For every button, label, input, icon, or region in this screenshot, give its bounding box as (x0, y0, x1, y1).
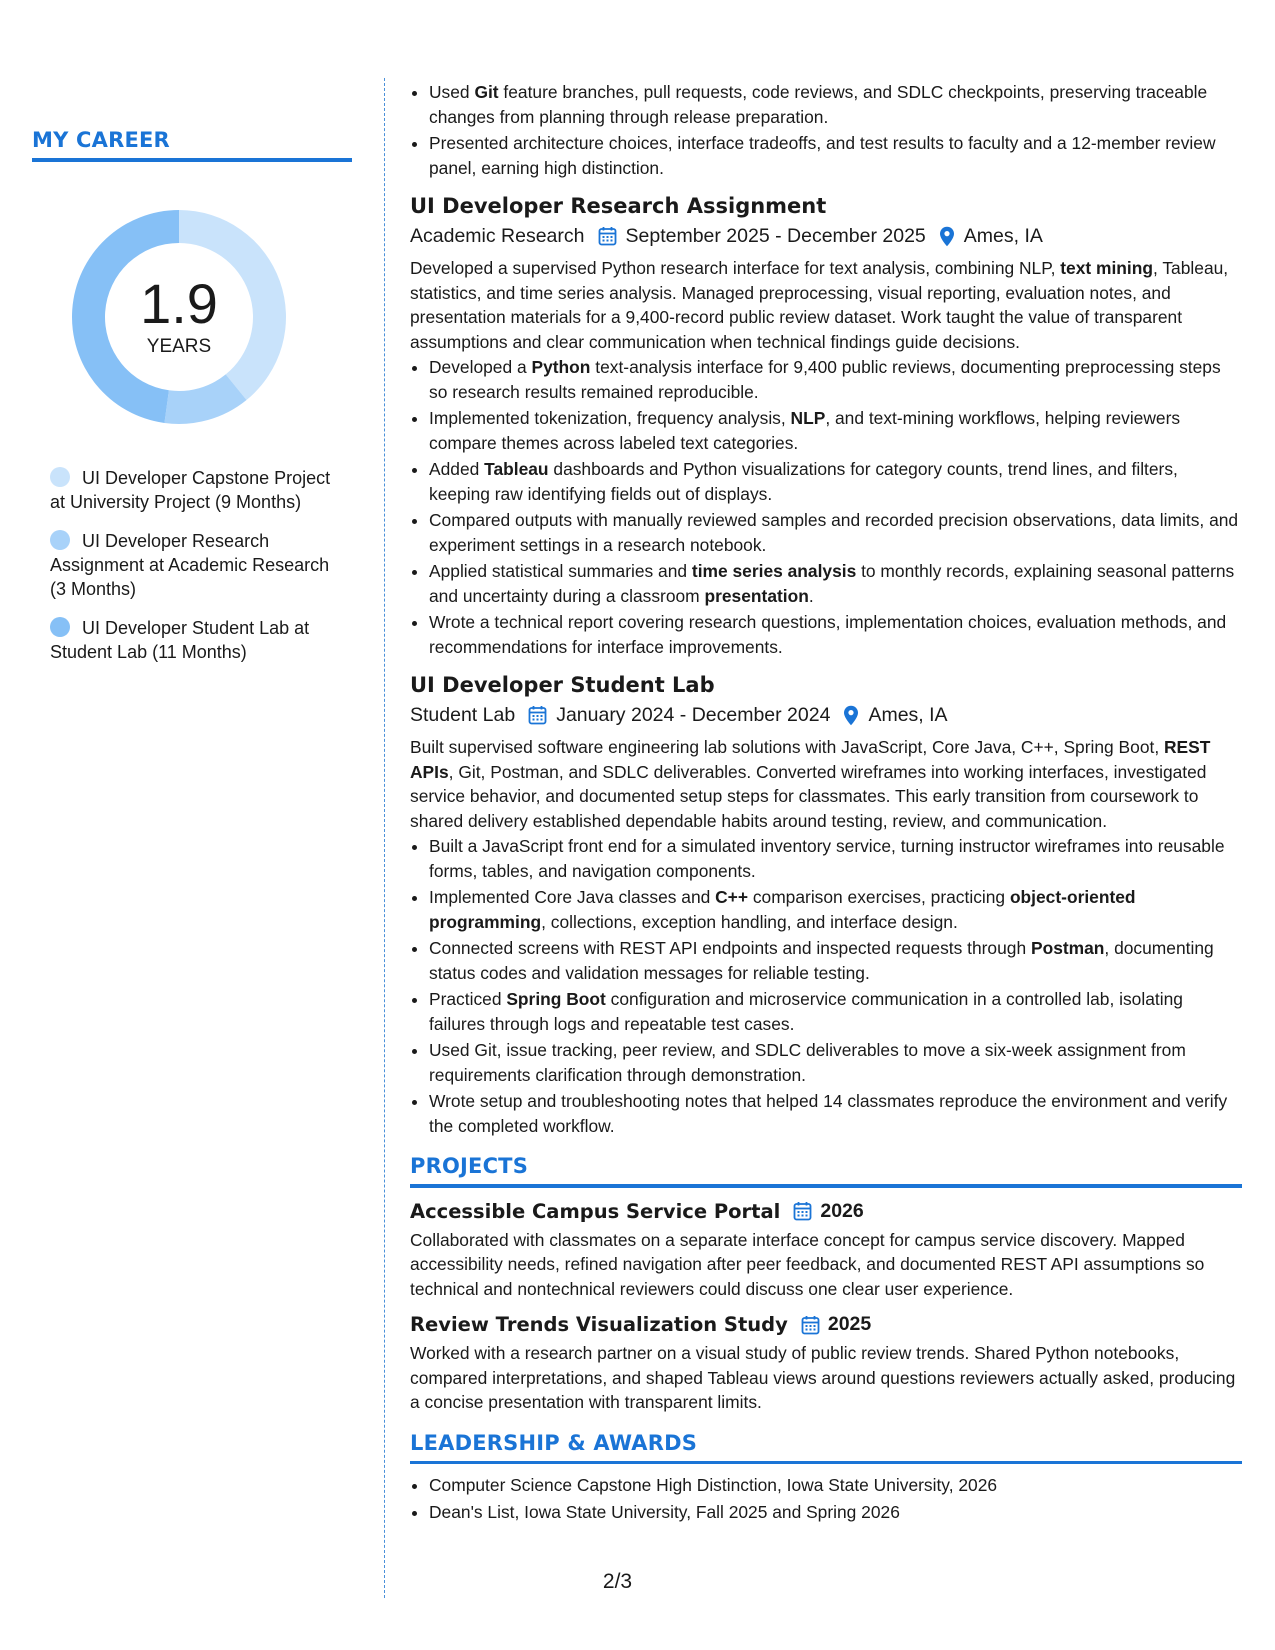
job-location: Ames, IA (868, 704, 948, 726)
page-number: 2/3 (602, 1570, 633, 1593)
job-meta (410, 702, 1242, 728)
bold-keyword: text mining (1060, 258, 1154, 278)
job-entry (410, 194, 1242, 659)
text-run: Connected screens with REST API endpoints and inspected requests through (429, 938, 1031, 958)
text-run: dashboards and Python visualizations for category counts, trend lines, and filters, keeping raw identifying fields out of displays. (429, 459, 1178, 504)
carryover-bullet-list (410, 80, 1242, 180)
text-run: Developed a supervised Python research interface for text analysis, combining NLP, (410, 258, 1061, 278)
text-run: Built a JavaScript front end for a simulated inventory service, turning instructor wireframes into reusable forms, tables, and navigation components. (429, 836, 1225, 881)
text-run: configuration and microservice communication in a controlled lab, isolating failures through logs and repeatable test cases. (429, 989, 1183, 1034)
text-run: Applied statistical summaries and (429, 561, 692, 581)
location-pin-icon (843, 705, 859, 726)
calendar-icon (793, 1201, 812, 1221)
career-title-rule (32, 158, 352, 162)
career-title: MY CAREER (32, 128, 170, 152)
bullet-item (429, 1089, 1242, 1138)
career-section-header (32, 128, 352, 162)
job-summary (410, 256, 1242, 354)
text-run: text-analysis interface for 9,400 public reviews, documenting preprocessing steps so research results remained reproducible. (429, 357, 1221, 402)
bold-keyword: object-oriented programming (429, 887, 1136, 932)
projects-title: PROJECTS (410, 1154, 529, 1178)
bullet-item (429, 457, 1242, 506)
projects-list (410, 1200, 1242, 1415)
project-title-row (410, 1313, 1242, 1336)
text-run: Built supervised software engineering lab solutions with JavaScript, Core Java, C++, Spring Boot, (410, 737, 1164, 757)
bullet-item (429, 885, 1242, 934)
job-meta (410, 223, 1242, 249)
donut-legend (50, 466, 340, 679)
bold-keyword: Tableau (484, 459, 549, 479)
jobs-list (410, 194, 1242, 1138)
project-description: Worked with a research partner on a visual study of public review trends. Shared Python notebooks, compared interpretations, and shaped Tableau views around questions reviewers actually asked, producing a concise presentation with transparent limits. (410, 1343, 1236, 1412)
job-summary (410, 735, 1242, 833)
text-run: Used Git, issue tracking, peer review, and SDLC deliverables to move a six-week assignment from requirements clarification through demonstration. (429, 1040, 1186, 1085)
bold-keyword: REST APIs (410, 737, 1211, 782)
text-run: Presented architecture choices, interface tradeoffs, and test results to faculty and a 12-member review panel, earning high distinction. (429, 133, 1216, 178)
calendar-icon (598, 226, 617, 246)
bold-keyword: Git (474, 82, 499, 102)
location-pin-icon (939, 226, 955, 247)
project-name: Accessible Campus Service Portal (410, 1199, 781, 1223)
project-description: Collaborated with classmates on a separate interface concept for campus service discovery. Mapped accessibility needs, refined navigation after peer feedback, and documented REST API assumptions so technical and nontechnical reviewers could discuss one clear user experience. (410, 1229, 1205, 1299)
text-run: to monthly records, explaining seasonal patterns and uncertainty during a classroom (429, 561, 1235, 606)
bold-keyword: Python (531, 357, 591, 377)
legend-dot-icon (50, 617, 70, 637)
text-run: Practiced (429, 989, 507, 1009)
award-item: • Dean's List, Iowa State University, Fall 2025 and Spring 2026 (429, 1500, 1242, 1525)
legend-label: UI Developer Research Assignment at Academic Research (3 Months) (50, 531, 330, 599)
awards-title-rule (410, 1461, 1242, 1465)
legend-dot-icon (50, 530, 70, 550)
job-title: UI Developer Student Lab (410, 673, 715, 697)
text-run: , Tableau, statistics, and time series analysis. Managed preprocessing, visual reporting, evaluation notes, and presentation materials for a 9,400-record public review dataset. Work taught the value of transparent assumptions and clear communication when technical findings guide decisions. (410, 258, 1229, 352)
legend-label: UI Developer Student Lab at Student Lab (11 Months) (50, 618, 310, 662)
donut-legend-item (50, 466, 340, 514)
bullet-item (429, 610, 1242, 659)
text-run: Wrote a technical report covering research questions, implementation choices, evaluation methods, and recommendations for interface improvements. (429, 612, 1227, 657)
legend-label: UI Developer Capstone Project at University Project (9 Months) (50, 468, 331, 512)
bold-keyword: time series analysis (691, 561, 857, 581)
text-run: feature branches, pull requests, code reviews, and SDLC checkpoints, preserving traceable changes from planning through release preparation. (429, 82, 1208, 127)
bullet-item (429, 80, 1242, 129)
project-year: 2025 (827, 1313, 872, 1335)
bold-keyword: Postman (1030, 938, 1105, 958)
bold-keyword: NLP (790, 408, 826, 428)
bullet-item (429, 131, 1242, 180)
project-name: Review Trends Visualization Study (410, 1313, 788, 1336)
legend-dot-icon (50, 467, 70, 487)
bullet-item (429, 559, 1242, 608)
text-run: Compared outputs with manually reviewed samples and recorded precision observations, data limits, and experiment settings in a research notebook. (429, 510, 1239, 555)
donut-total-value: 1.9 (140, 272, 218, 335)
text-run: Wrote setup and troubleshooting notes that helped 14 classmates reproduce the environment and verify the completed workflow. (429, 1091, 1228, 1136)
text-run: Implemented Core Java classes and (429, 887, 716, 907)
projects-title-rule (410, 1184, 1242, 1188)
calendar-icon (528, 705, 547, 725)
job-bullet-list (410, 355, 1242, 659)
job-title: UI Developer Research Assignment (410, 194, 827, 218)
bullet-item (429, 987, 1242, 1036)
text-run: Used (429, 82, 475, 102)
page-number-footer (0, 1570, 1275, 1594)
text-run: Developed a (429, 357, 532, 377)
text-run: , Git, Postman, and SDLC deliverables. Converted wireframes into working interfaces, investigated service behavior, and documented setup steps for classmates. This early transition from coursework to shared delivery established dependable habits around testing, review, and communication. (410, 761, 1207, 831)
column-divider (384, 78, 385, 1598)
award-item: • Computer Science Capstone High Distinction, Iowa State University, 2026 (429, 1473, 1242, 1498)
job-dates: January 2024 - December 2024 (556, 704, 831, 726)
text-run: , documenting status codes and validation messages for reliable testing. (429, 938, 1214, 983)
projects-section (410, 1154, 1242, 1415)
project-title-row (410, 1200, 1242, 1223)
right-column (410, 80, 1242, 1526)
job-dates: September 2025 - December 2025 (625, 225, 926, 247)
job-bullet-list (410, 834, 1242, 1138)
job-company: Academic Research (410, 225, 585, 247)
bullet-item (429, 406, 1242, 455)
bullet-item (429, 508, 1242, 557)
job-company: Student Lab (410, 704, 516, 726)
job-location: Ames, IA (963, 225, 1043, 247)
bold-keyword: presentation (704, 585, 809, 606)
bullet-item (429, 936, 1242, 985)
calendar-icon (801, 1315, 820, 1335)
awards-list (410, 1473, 1242, 1524)
donut-legend-item (50, 529, 340, 601)
awards-title: LEADERSHIP & AWARDS (410, 1430, 698, 1455)
career-donut-chart (66, 204, 292, 430)
awards-section (410, 1431, 1242, 1525)
text-run: Added (429, 459, 485, 479)
donut-total-unit: YEARS (146, 336, 212, 357)
job-entry (410, 673, 1242, 1138)
text-run: , collections, exception handling, and interface design. (541, 911, 958, 932)
text-run: Implemented tokenization, frequency analysis, (429, 408, 791, 428)
text-run: , and text-mining workflows, helping reviewers compare themes across labeled text categories. (429, 408, 1181, 453)
bullet-item (429, 1038, 1242, 1087)
bold-keyword: Spring Boot (506, 989, 606, 1009)
bold-keyword: C++ (715, 887, 748, 907)
bullet-item (429, 355, 1242, 404)
text-run: . (808, 585, 814, 606)
bullet-item (429, 834, 1242, 883)
project-year: 2026 (820, 1199, 864, 1222)
text-run: comparison exercises, practicing (748, 887, 1010, 907)
donut-legend-item (50, 616, 340, 664)
